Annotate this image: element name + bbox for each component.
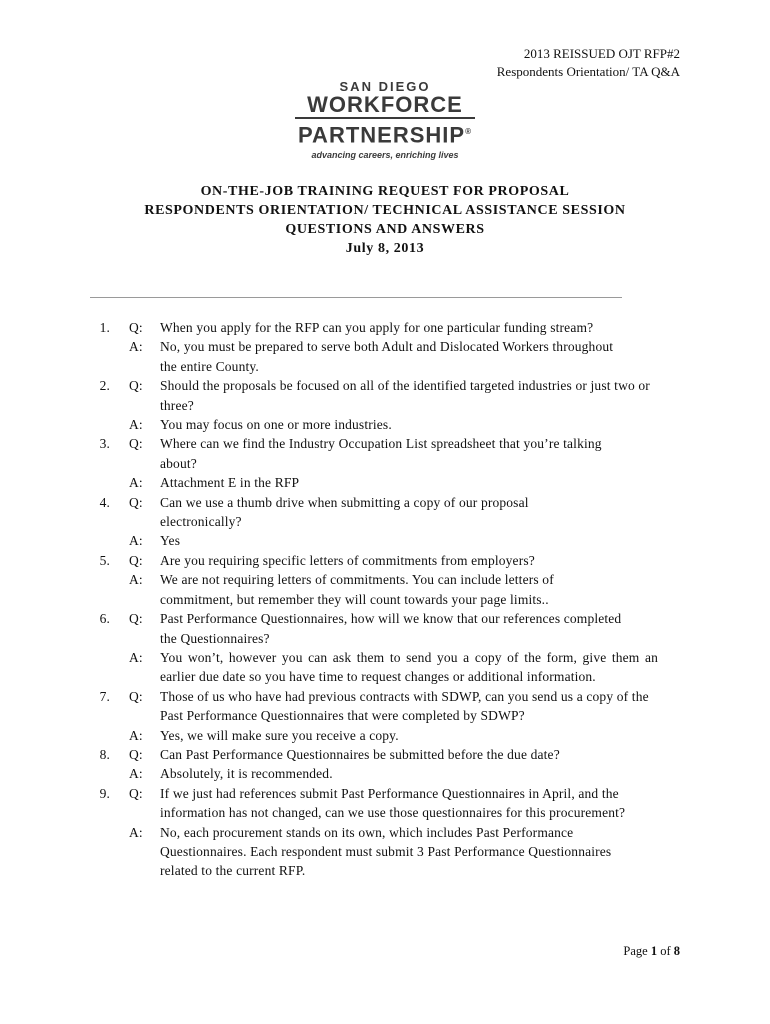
answer-row xyxy=(0,648,770,687)
question-text: Can we use a thumb drive when submitting a copy of our proposal electronically? xyxy=(160,494,529,530)
question-text: Where can we find the Industry Occupation List spreadsheet that you’re talking about? xyxy=(160,436,602,471)
rfp-reference: 2013 REISSUED OJT RFP#2 xyxy=(523,46,680,61)
item-number: 6. xyxy=(99,611,110,627)
question-label: Q: xyxy=(129,785,143,801)
document-header-note xyxy=(497,45,680,81)
question-text: When you apply for the RFP can you apply for one particular funding stream? xyxy=(160,320,594,335)
question-row xyxy=(0,434,770,473)
question-label: Q: xyxy=(129,611,143,627)
logo-rule xyxy=(295,117,475,119)
answer-row xyxy=(0,473,770,492)
question-text: Should the proposals be focused on all of the identified targeted industries or just two or three? xyxy=(160,378,650,413)
logo-line-san-diego: SAN DIEGO xyxy=(339,79,431,94)
san-diego-workforce-partnership-logo xyxy=(285,80,485,162)
question-row xyxy=(0,609,770,648)
document-title xyxy=(0,182,770,258)
answer-text: Yes xyxy=(160,533,181,549)
current-page: 1 xyxy=(650,944,658,958)
answer-text: Absolutely, it is recommended. xyxy=(160,766,333,782)
document-subtitle: Respondents Orientation/ TA Q&A xyxy=(496,64,680,79)
question-text: If we just had references submit Past Performance Questionnaires in April, and the information has not changed, can we use those questionnaires for this procurement? xyxy=(160,785,626,821)
answer-label: A: xyxy=(129,727,143,743)
question-label: Q: xyxy=(129,494,143,510)
answer-text: You may focus on one or more industries. xyxy=(160,417,392,433)
question-label: Q: xyxy=(129,746,143,762)
answer-row xyxy=(0,337,770,376)
answer-label: A: xyxy=(129,417,143,433)
question-text: Past Performance Questionnaires, how will we know that our references completed the Questionnaires? xyxy=(160,611,622,646)
answer-text: No, you must be prepared to serve both Adult and Dislocated Workers throughout the entire County. xyxy=(160,339,614,374)
title-date: July 8, 2013 xyxy=(345,241,425,256)
horizontal-divider xyxy=(90,297,622,298)
answer-text: You won’t, however you can ask them to send you a copy of the form, give them an earlier due date so you have time to request changes or additional information. xyxy=(160,649,658,685)
answer-row xyxy=(0,531,770,550)
item-number: 1. xyxy=(99,320,110,335)
answer-label: A: xyxy=(129,649,143,665)
question-label: Q: xyxy=(129,552,143,568)
question-text: Can Past Performance Questionnaires be submitted before the due date? xyxy=(160,746,560,762)
item-number: 5. xyxy=(99,552,110,568)
answer-row xyxy=(0,415,770,434)
question-text: Those of us who have had previous contracts with SDWP, can you send us a copy of the Past Performance Questionnaires that were completed by SDWP? xyxy=(160,688,649,724)
page-number: Page 1 of 8 xyxy=(623,944,680,958)
qa-list xyxy=(0,318,770,881)
item-number: 4. xyxy=(99,494,110,510)
answer-row xyxy=(0,726,770,745)
question-row xyxy=(0,551,770,570)
title-line-2: RESPONDENTS ORIENTATION/ TECHNICAL ASSISTANCE SESSION xyxy=(144,203,626,218)
question-label: Q: xyxy=(129,378,143,394)
answer-text: No, each procurement stands on its own, which includes Past Performance Questionnaires. Each respondent must submit 3 Past Performance Questionnaires related to the current RFP. xyxy=(160,824,612,879)
item-number: 3. xyxy=(99,436,110,452)
answer-label: A: xyxy=(129,475,143,491)
logo-line-partnership: PARTNERSHIP® xyxy=(298,122,472,148)
question-row xyxy=(0,376,770,415)
question-row xyxy=(0,318,770,337)
answer-text: We are not requiring letters of commitments. You can include letters of commitment, but remember they will count towards your page limits.. xyxy=(160,572,554,607)
logo-line-workforce: WORKFORCE xyxy=(307,92,463,117)
answer-row xyxy=(0,764,770,783)
answer-label: A: xyxy=(129,339,143,355)
item-number: 2. xyxy=(99,378,110,394)
question-row xyxy=(0,784,770,823)
answer-row xyxy=(0,823,770,881)
question-label: Q: xyxy=(129,320,143,335)
title-line-3: QUESTIONS AND ANSWERS xyxy=(285,222,485,237)
item-number: 7. xyxy=(99,688,110,704)
total-pages: 8 xyxy=(673,944,680,958)
question-label: Q: xyxy=(129,688,143,704)
answer-label: A: xyxy=(129,572,143,588)
logo-tagline: advancing careers, enriching lives xyxy=(311,150,459,161)
question-row xyxy=(0,745,770,764)
answer-text: Attachment E in the RFP xyxy=(160,475,300,491)
question-text: Are you requiring specific letters of commitments from employers? xyxy=(160,552,535,568)
question-row xyxy=(0,687,770,726)
title-line-1: ON-THE-JOB TRAINING REQUEST FOR PROPOSAL xyxy=(200,184,570,199)
answer-label: A: xyxy=(129,533,143,549)
answer-label: A: xyxy=(129,766,143,782)
answer-text: Yes, we will make sure you receive a copy. xyxy=(160,727,399,743)
item-number: 9. xyxy=(99,785,110,801)
item-number: 8. xyxy=(99,746,110,762)
answer-row xyxy=(0,570,770,609)
question-row xyxy=(0,493,770,532)
answer-label: A: xyxy=(129,824,143,840)
question-label: Q: xyxy=(129,436,143,452)
